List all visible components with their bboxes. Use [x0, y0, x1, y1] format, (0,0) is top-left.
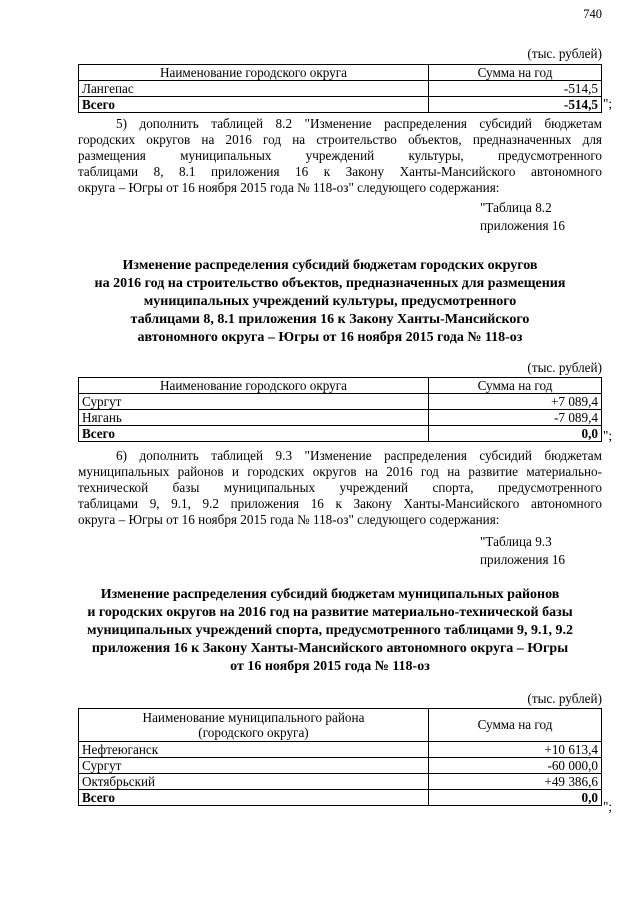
heading-line: автономного округа – Югры от 16 ноября 2015 года № 118-оз	[137, 330, 523, 345]
table-row	[79, 81, 602, 97]
row-value: +7 089,4	[429, 394, 602, 410]
row-name: Нягань	[79, 410, 429, 426]
table-header-row	[79, 709, 602, 742]
paragraph-line: таблицами 9, 9.1, 9.2 приложения 16 к Закону Ханты-Мансийского автономного	[78, 496, 602, 511]
table-row	[79, 410, 602, 426]
row-value: -7 089,4	[429, 410, 602, 426]
paragraph-line: округа – Югры от 16 ноября 2015 года № 118-оз" следующего содержания:	[78, 512, 500, 527]
units-label-top: (тыс. рублей)	[527, 46, 602, 61]
col-header-name-line: Наименование муниципального района	[142, 710, 365, 725]
total-label: Всего	[79, 790, 429, 806]
table-row	[79, 774, 602, 790]
heading-line: Изменение распределения субсидий бюджетам городских округов	[122, 258, 538, 273]
table-ref-title: "Таблица 8.2	[480, 200, 552, 215]
table-total-row	[79, 790, 602, 806]
heading-line: таблицами 8, 8.1 приложения 16 к Закону Ханты-Мансийского	[130, 312, 530, 327]
table-ref-8-2	[480, 200, 602, 234]
table-8-2-tail: ";	[603, 428, 613, 443]
page-number: 740	[583, 7, 602, 21]
total-label: Всего	[79, 426, 429, 442]
col-header-sum: Сумма на год	[429, 378, 602, 394]
table-ref-appendix: приложения 16	[480, 552, 566, 567]
table-ref-9-3	[480, 534, 602, 568]
row-value: +10 613,4	[429, 742, 602, 758]
total-value: 0,0	[429, 426, 602, 442]
table-row	[79, 394, 602, 410]
row-value: -60 000,0	[429, 758, 602, 774]
row-name: Октябрьский	[79, 774, 429, 790]
col-header-name: Наименование городского округа	[79, 65, 429, 81]
heading-table-8-2	[60, 257, 600, 347]
paragraph-line: 5) дополнить таблицей 8.2 "Изменение распределения субсидий бюджетам	[116, 116, 602, 131]
table-total-row	[79, 97, 602, 113]
total-label: Всего	[79, 97, 429, 113]
table-9-3	[78, 708, 602, 806]
table-ref-title: "Таблица 9.3	[480, 534, 552, 549]
heading-table-9-3	[60, 586, 600, 676]
col-header-name	[79, 709, 429, 742]
paragraph-line: муниципальных районов и городских округов на 2016 год на развитие материально-	[78, 464, 602, 479]
row-name: Сургут	[79, 394, 429, 410]
total-value: -514,5	[429, 97, 602, 113]
heading-line: приложения 16 к Закону Ханты-Мансийского автономного округа – Югры	[91, 641, 569, 656]
table-row	[79, 742, 602, 758]
table-8-2	[78, 377, 602, 442]
paragraph-line: городских округов на 2016 год на строительство объектов, предназначенных для	[78, 132, 602, 147]
row-name: Нефтеюганск	[79, 742, 429, 758]
heading-line: на 2016 год на строительство объектов, предназначенных для размещения	[94, 276, 566, 291]
heading-line: и городских округов на 2016 год на развитие материально-технической базы	[87, 605, 573, 620]
col-header-sum: Сумма на год	[429, 65, 602, 81]
heading-line: Изменение распределения субсидий бюджетам муниципальных районов	[100, 587, 560, 602]
heading-line: от 16 ноября 2015 года № 118-оз	[230, 659, 430, 674]
heading-line: муниципальных учреждений спорта, предусмотренного таблицами 9, 9.1, 9.2	[86, 623, 574, 638]
table-total-row	[79, 426, 602, 442]
paragraph-5	[78, 116, 602, 196]
table-header-row	[79, 378, 602, 394]
table-header-row	[79, 65, 602, 81]
col-header-name: Наименование городского округа	[79, 378, 429, 394]
table-9-3-tail: ";	[603, 799, 613, 814]
table-top-tail: ";	[603, 96, 613, 111]
row-name: Лангепас	[79, 81, 429, 97]
col-header-sum: Сумма на год	[429, 709, 602, 742]
paragraph-line: округа – Югры от 16 ноября 2015 года № 118-оз" следующего содержания:	[78, 180, 500, 195]
row-name: Сургут	[79, 758, 429, 774]
paragraph-line: 6) дополнить таблицей 9.3 "Изменение распределения субсидий бюджетам	[116, 448, 602, 463]
units-label-9-3: (тыс. рублей)	[527, 691, 602, 706]
paragraph-line: таблицами 8, 8.1 приложения 16 к Закону Ханты-Мансийского автономного	[78, 164, 602, 179]
row-value: -514,5	[429, 81, 602, 97]
units-label-8-2: (тыс. рублей)	[527, 360, 602, 375]
paragraph-line: размещения муниципальных учреждений культуры, предусмотренного	[78, 148, 602, 163]
total-value: 0,0	[429, 790, 602, 806]
paragraph-line: технической базы муниципальных учреждений спорта, предусмотренного	[78, 480, 602, 495]
heading-line: муниципальных учреждений культуры, предусмотренного	[143, 294, 517, 309]
table-row	[79, 758, 602, 774]
table-top	[78, 64, 602, 113]
col-header-name-line: (городского округа)	[198, 725, 309, 740]
paragraph-6	[78, 448, 602, 528]
table-ref-appendix: приложения 16	[480, 218, 566, 233]
row-value: +49 386,6	[429, 774, 602, 790]
